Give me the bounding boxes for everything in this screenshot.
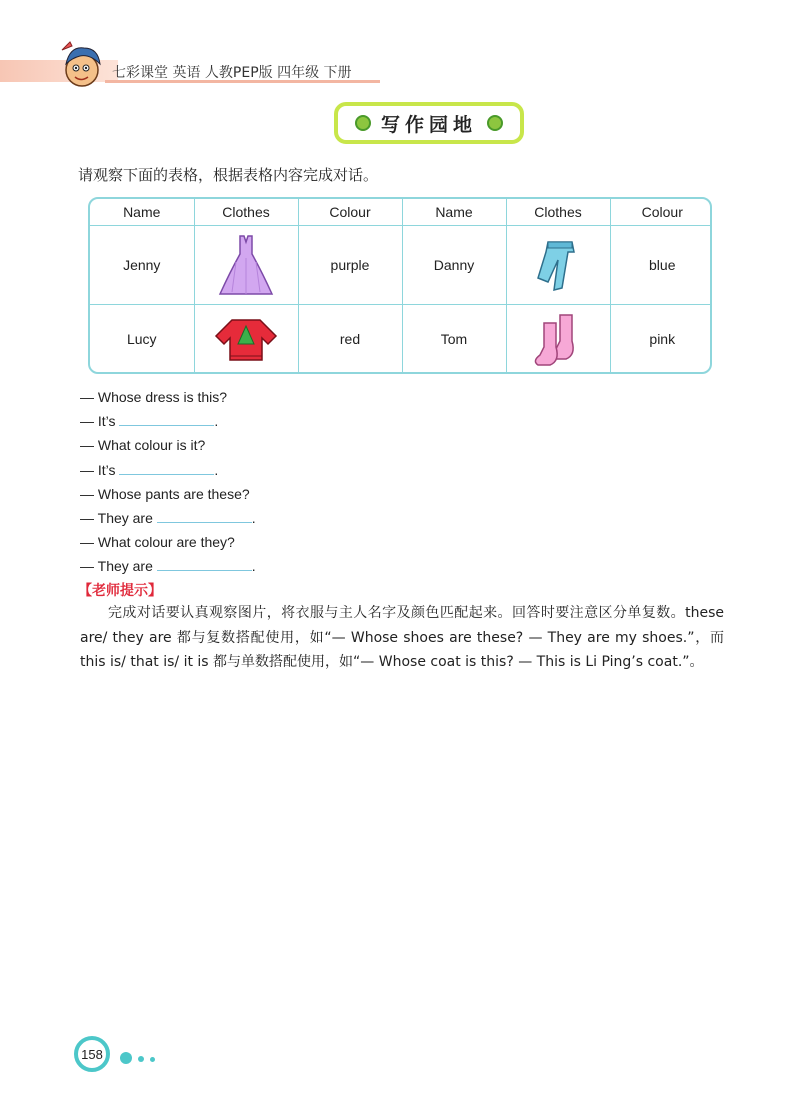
dialogue-line: — They are .	[80, 509, 256, 526]
colour-cell: purple	[298, 226, 402, 305]
dialogue-line: — Whose pants are these?	[80, 485, 250, 502]
tip-body: 完成对话要认真观察图片，将衣服与主人名字及颜色匹配起来。回答时要注意区分单复数。these are/ they are 都与复数搭配使用，如“— Whose shoes are these? — They are my shoes.”，而 this is/ that is/ it is 都与单数搭配使用，如“— Whose coat is this? — This is Li Ping’s coat.”。	[80, 605, 724, 670]
column-header: Clothes	[506, 199, 610, 226]
instruction: 请观察下面的表格，根据表格内容完成对话。	[78, 166, 379, 184]
bullet-icon	[355, 115, 371, 131]
decorative-dot	[138, 1056, 144, 1062]
dialogue	[80, 387, 256, 581]
sweater-icon	[214, 314, 278, 364]
answer-blank[interactable]	[157, 556, 252, 571]
column-header: Clothes	[194, 199, 298, 226]
column-header: Colour	[298, 199, 402, 226]
socks-icon	[532, 311, 584, 367]
column-header: Colour	[610, 199, 712, 226]
answer-blank[interactable]	[157, 508, 252, 523]
tip-heading: 【老师提示】	[78, 583, 162, 599]
dialogue-line: — It’s .	[80, 413, 219, 430]
dress-icon	[214, 232, 278, 298]
clothes-table	[88, 197, 712, 374]
table-row	[90, 226, 712, 305]
dialogue-line: — Whose dress is this?	[80, 389, 228, 405]
colour-cell: pink	[610, 305, 712, 372]
header-title: 七彩课堂 英语 人教PEP版 四年级 下册	[112, 65, 352, 81]
column-header: Name	[402, 199, 506, 226]
answer-blank[interactable]	[119, 460, 214, 475]
dialogue-line: — What colour is it?	[80, 437, 206, 454]
table-row	[90, 305, 712, 372]
section-badge	[334, 102, 524, 144]
table-header-row	[90, 199, 712, 226]
name-cell: Danny	[402, 226, 506, 305]
answer-blank[interactable]	[119, 411, 214, 426]
page-number: 158	[74, 1036, 110, 1072]
decorative-dot	[120, 1052, 132, 1064]
mascot-icon	[50, 40, 114, 90]
name-cell: Jenny	[90, 226, 194, 305]
pants-icon	[528, 238, 588, 292]
decorative-dot	[150, 1057, 155, 1062]
section-title: 写作园地	[380, 113, 477, 136]
name-cell: Lucy	[90, 305, 194, 372]
name-cell: Tom	[402, 305, 506, 372]
dialogue-line: — It’s .	[80, 461, 219, 478]
bullet-icon	[487, 115, 503, 131]
dialogue-line: — They are .	[80, 558, 256, 575]
colour-cell: blue	[610, 226, 712, 305]
column-header: Name	[90, 199, 194, 226]
colour-cell: red	[298, 305, 402, 372]
dialogue-line: — What colour are they?	[80, 534, 235, 551]
